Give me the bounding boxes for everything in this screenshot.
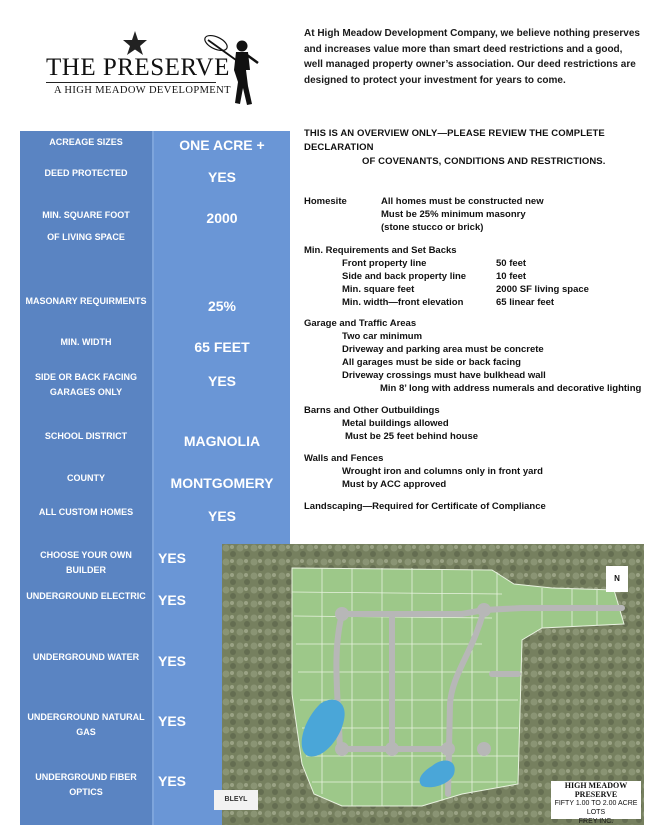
logo — [40, 28, 270, 108]
star-icon — [122, 30, 148, 56]
garage-indented-line: Min 8’ long with address numerals and decorative lighting — [380, 383, 642, 394]
feature-label-builder: CHOOSE YOUR OWN — [40, 550, 132, 560]
overview-heading: THIS IS AN OVERVIEW ONLY—PLEASE REVIEW THE COMPLETE DECLARATION — [304, 128, 605, 153]
walls-line: Wrought iron and columns only in front yard — [342, 466, 543, 477]
north-arrow: N — [606, 566, 628, 592]
feature-label-width: MIN. WIDTH — [60, 337, 112, 347]
feature-label-fiber: UNDERGROUND FIBER — [35, 772, 137, 782]
walls-title: Walls and Fences — [304, 453, 384, 464]
logo-subtitle: A HIGH MEADOW DEVELOPMENT — [54, 85, 231, 96]
feature-value-county: MONTGOMERY — [170, 475, 274, 491]
feature-label-sqft-line2: OF LIVING SPACE — [47, 232, 125, 242]
feature-label-electric: UNDERGROUND ELECTRIC — [26, 591, 146, 601]
feature-value-builder: YES — [158, 550, 187, 566]
feature-value-water: YES — [158, 653, 187, 669]
homesite-line: (stone stucco or brick) — [381, 222, 484, 233]
homesite-line: Must be 25% minimum masonry — [381, 209, 526, 220]
garage-line: Driveway and parking area must be concrete — [342, 344, 544, 355]
feature-value-acreage: ONE ACRE + — [179, 137, 265, 153]
map-caption-subtitle: FIFTY 1.00 TO 2.00 ACRE LOTS — [554, 800, 638, 816]
min-req-item: Min. square feet — [342, 284, 415, 295]
garage-line: Driveway crossings must have bulkhead wall — [342, 370, 546, 381]
walls-line: Must by ACC approved — [342, 479, 447, 490]
map-caption — [551, 781, 641, 825]
feature-label-custom: ALL CUSTOM HOMES — [38, 507, 134, 517]
feature-value-sqft: 2000 — [206, 210, 238, 226]
feature-label-garages-line2: GARAGES ONLY — [49, 387, 123, 397]
feature-label-deed: DEED PROTECTED — [44, 168, 128, 178]
homesite-title: Homesite — [304, 196, 347, 207]
feature-value-masonry: 25% — [207, 298, 237, 314]
garage-title: Garage and Traffic Areas — [304, 318, 417, 329]
feature-value-width: 65 FEET — [194, 339, 250, 355]
feature-value-deed: YES — [207, 169, 236, 185]
feature-value-electric: YES — [158, 592, 187, 608]
barns-line: Must be 25 feet behind house — [345, 431, 479, 442]
min-req-value: 10 feet — [496, 271, 527, 282]
feature-label-county: COUNTY — [67, 473, 105, 483]
min-req-item: Front property line — [342, 258, 427, 269]
feature-label-fiber-line2: OPTICS — [69, 787, 103, 797]
barns-line: Metal buildings allowed — [342, 418, 449, 429]
feature-label-gas: UNDERGROUND NATURAL — [27, 712, 145, 722]
feature-value-custom: YES — [207, 508, 236, 524]
feature-label-builder-line2: BUILDER — [66, 565, 106, 575]
landscaping-line: Landscaping—Required for Certificate of Compliance — [304, 501, 546, 512]
logo-divider — [46, 82, 216, 83]
min-req-value: 2000 SF living space — [496, 284, 589, 295]
feature-label-garages: SIDE OR BACK FACING — [34, 372, 137, 382]
homesite-section — [304, 195, 644, 208]
feature-label-water: UNDERGROUND WATER — [32, 652, 140, 662]
min-req-value: 50 feet — [496, 258, 527, 269]
homesite-line: All homes must be constructed new — [381, 196, 544, 207]
feature-label-acreage: ACREAGE SIZES — [49, 137, 123, 147]
feature-value-school: MAGNOLIA — [183, 433, 261, 449]
feature-value-fiber: YES — [158, 773, 187, 789]
feature-label-sqft: MIN. SQUARE FOOT — [42, 210, 130, 220]
overview-heading-line2: OF COVENANTS, CONDITIONS AND RESTRICTIONS. — [362, 156, 606, 167]
feature-label-school: SCHOOL DISTRICT — [44, 431, 128, 441]
restrictions-overview — [304, 127, 644, 513]
min-req-item: Min. width—front elevation — [342, 297, 464, 308]
min-req-item: Side and back property line — [342, 271, 467, 282]
garage-line: Two car minimum — [342, 331, 423, 342]
logo-title: THE PRESERVE — [46, 54, 230, 81]
min-req-title: Min. Requirements and Set Backs — [304, 245, 457, 256]
engineer-logo: BLEYL — [214, 790, 258, 810]
map-caption-title: HIGH MEADOW PRESERVE — [564, 781, 628, 799]
garage-line: All garages must be side or back facing — [342, 357, 521, 368]
min-req-value: 65 linear feet — [496, 297, 555, 308]
barns-title: Barns and Other Outbuildings — [304, 405, 440, 416]
feature-label-gas-line2: GAS — [76, 727, 96, 737]
feature-label-masonry: MASONARY REQUIRMENTS — [25, 296, 147, 306]
feature-value-garages: YES — [207, 373, 236, 389]
map-caption-firm: FREY INC. — [578, 818, 614, 825]
feature-value-gas: YES — [158, 713, 187, 729]
intro-paragraph: At High Meadow Development Company, we believe nothing preserves and increases value more than smart deed restrictions and a good, well managed property owner’s association. Our deed restrictions are designed to protect your investment for years to come. — [304, 28, 640, 86]
